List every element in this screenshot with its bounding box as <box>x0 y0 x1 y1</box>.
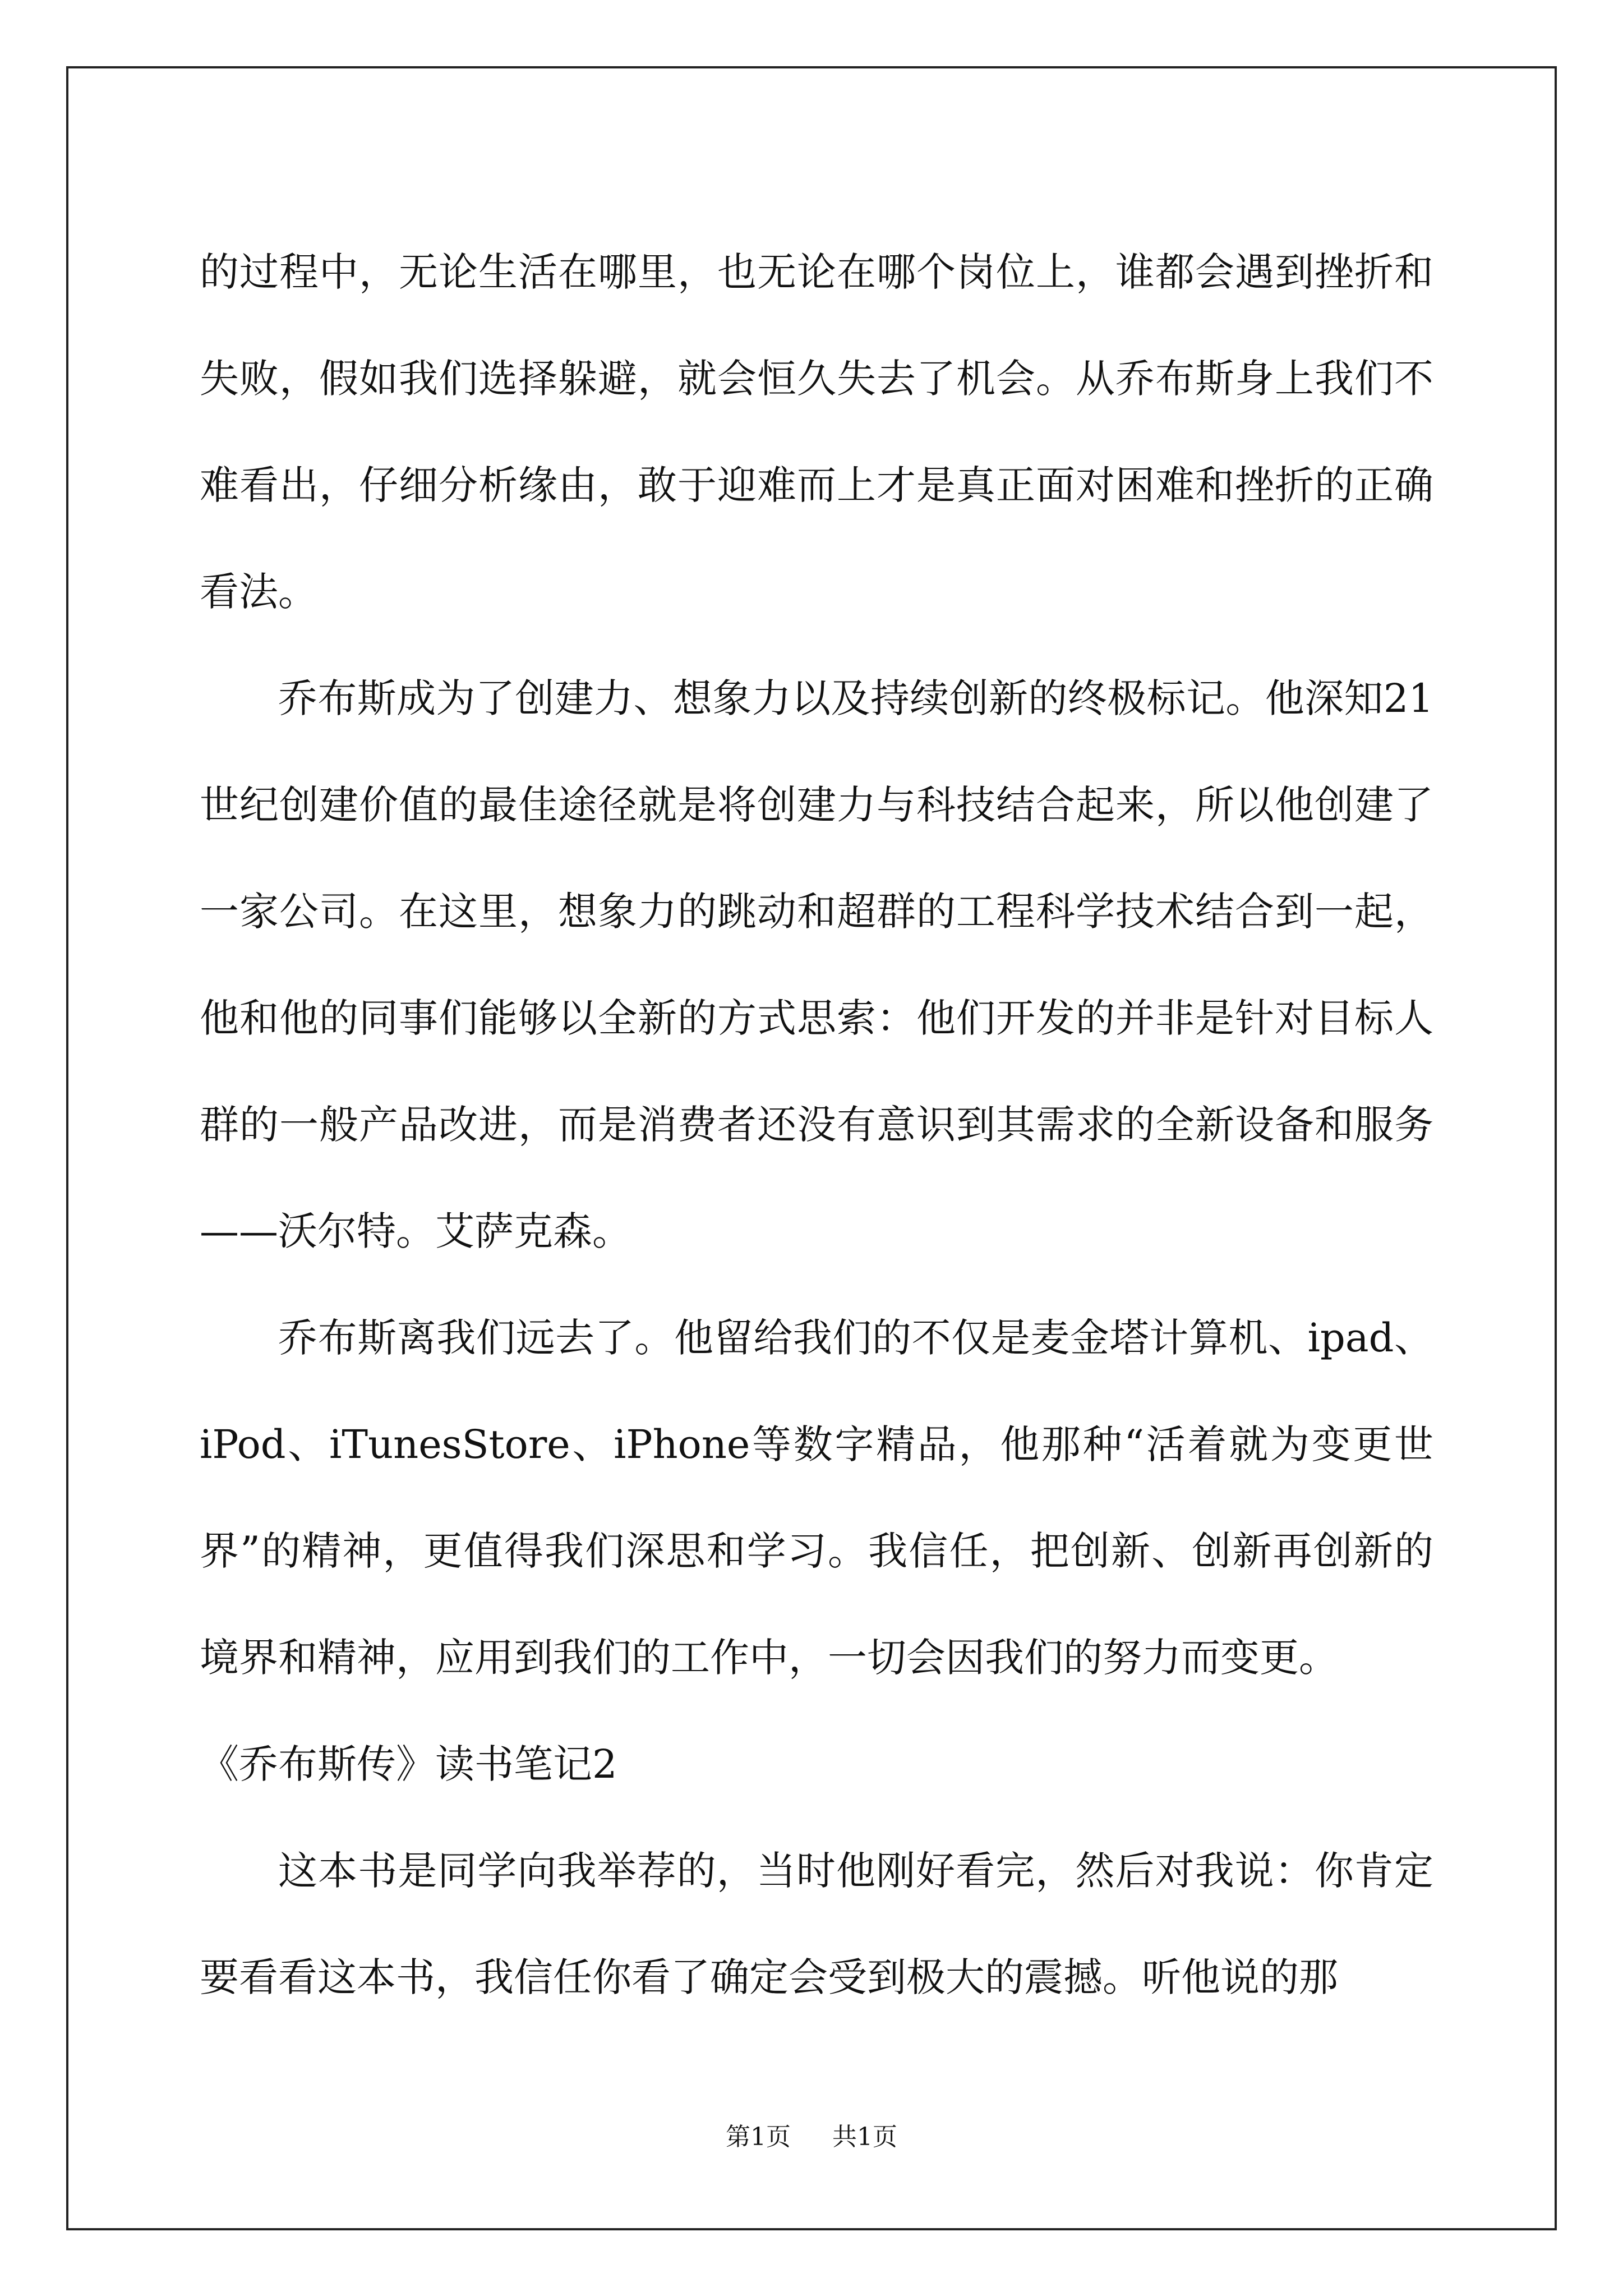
document-body <box>200 219 1433 2031</box>
paragraph-continuation: 的过程中，无论生活在哪里，也无论在哪个岗位上，谁都会遇到挫折和失败，假如我们选择躲避，就会恒久失去了机会。从乔布斯身上我们不难看出，仔细分析缘由，敢于迎难而上才是真正面对困难和挫折的正确看法。 <box>200 249 1433 615</box>
paragraph-jobs-legacy: 乔布斯离我们远去了。他留给我们的不仅是麦金塔计算机、ipad、iPod、iTunesStore、iPhone等数字精品，他那种“活着就为变更世界”的精神，更值得我们深思和学习。我信任，把创新、创新再创新的境界和精神，应用到我们的工作中，一切会因我们的努力而变更。 <box>200 1315 1433 1681</box>
page-number-total: 共1页 <box>832 2123 897 2151</box>
paragraph-jobs-creativity: 乔布斯成为了创建力、想象力以及持续创新的终极标记。他深知21世纪创建价值的最佳途径就是将创建力与科技结合起来，所以他创建了一家公司。在这里，想象力的跳动和超群的工程科学技术结合到一起，他和他的同事们能够以全新的方式思索：他们开发的并非是针对目标人群的一般产品改进，而是消费者还没有意识到其需求的全新设备和服务——沃尔特。艾萨克森。 <box>200 675 1433 1254</box>
paragraph-recommendation: 这本书是同学向我举荐的，当时他刚好看完，然后对我说：你肯定要看看这本书，我信任你看了确定会受到极大的震撼。听他说的那 <box>200 1848 1433 2000</box>
page-footer <box>0 2120 1623 2154</box>
section-heading: 《乔布斯传》读书笔记2 <box>200 1741 617 1787</box>
page-number-current: 第1页 <box>726 2123 791 2151</box>
